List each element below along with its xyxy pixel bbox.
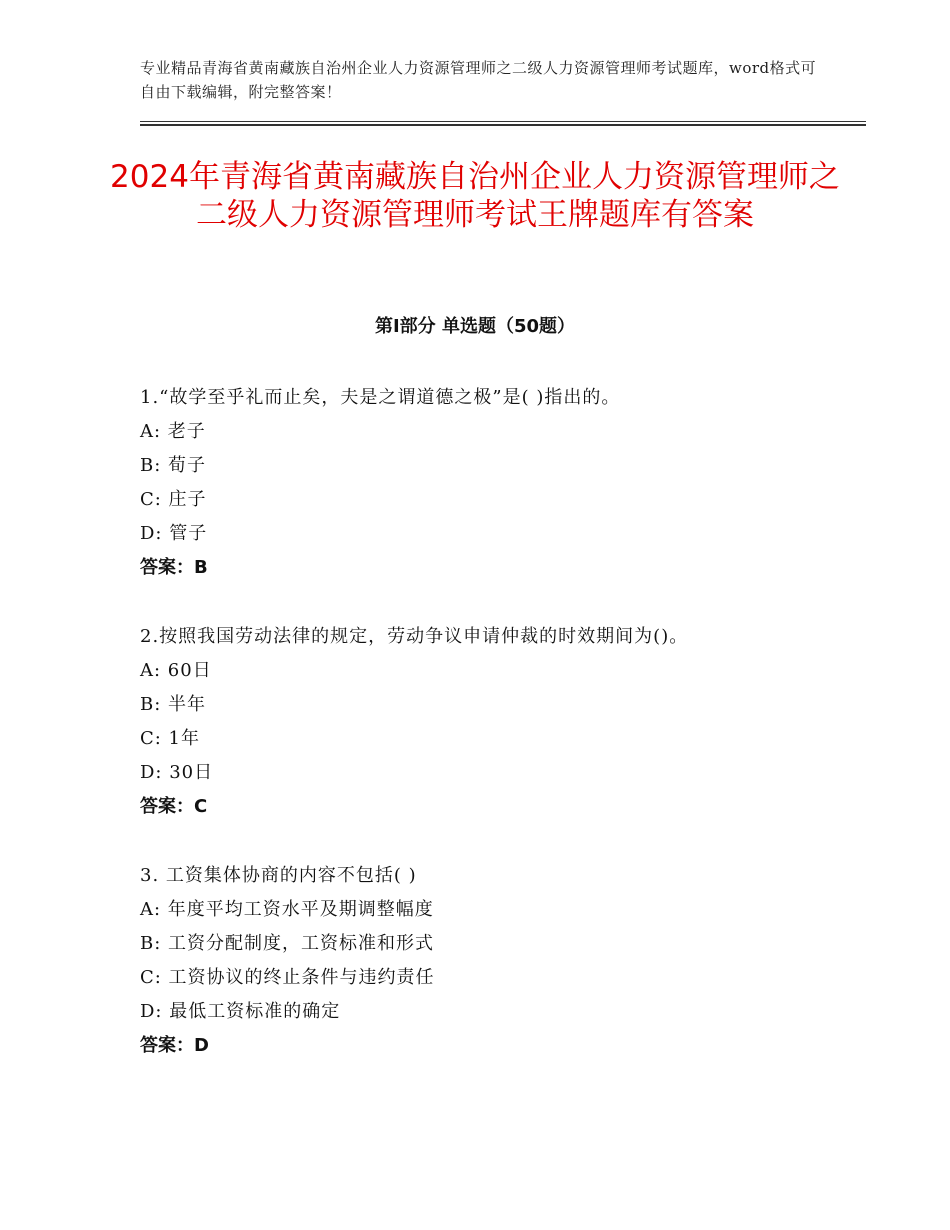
question-1-option-d: D: 管子: [140, 523, 208, 544]
section-heading: 第Ⅰ部分 单选题（50题）: [374, 316, 575, 337]
header-rule-thin: [140, 121, 866, 122]
question-3-stem: 3. 工资集体协商的内容不包括( ): [140, 865, 417, 886]
question-3-answer: 答案：D: [140, 1035, 209, 1056]
question-2-option-d: D: 30日: [140, 762, 214, 783]
question-1-answer: 答案：B: [140, 557, 208, 578]
question-2-stem: 2.按照我国劳动法律的规定，劳动争议申请仲裁的时效期间为()。: [140, 626, 689, 647]
question-2-option-c: C: 1年: [140, 728, 201, 749]
question-2-option-b: B: 半年: [140, 694, 207, 715]
question-2-answer: 答案：C: [140, 796, 208, 817]
question-3-option-c: C: 工资协议的终止条件与违约责任: [140, 967, 435, 988]
question-3-option-a: A: 年度平均工资水平及期调整幅度: [140, 899, 434, 920]
header-note: 专业精品青海省黄南藏族自治州企业人力资源管理师之二级人力资源管理师考试题库，word格式可自由下载编辑，附完整答案！: [140, 59, 817, 101]
question-1-stem: 1.“故学至乎礼而止矣，夫是之谓道德之极”是( )指出的。: [140, 387, 621, 408]
question-2-option-a: A: 60日: [140, 660, 212, 681]
document-title: 2024年青海省黄南藏族自治州企业人力资源管理师之二级人力资源管理师考试王牌题库有答案: [110, 159, 840, 233]
question-1-option-b: B: 荀子: [140, 455, 207, 476]
question-1-option-c: C: 庄子: [140, 489, 207, 510]
question-1-option-a: A: 老子: [140, 421, 206, 442]
header-rule-thick: [140, 124, 866, 126]
question-3-option-d: D: 最低工资标准的确定: [140, 1001, 341, 1022]
question-3-option-b: B: 工资分配制度，工资标准和形式: [140, 933, 435, 954]
